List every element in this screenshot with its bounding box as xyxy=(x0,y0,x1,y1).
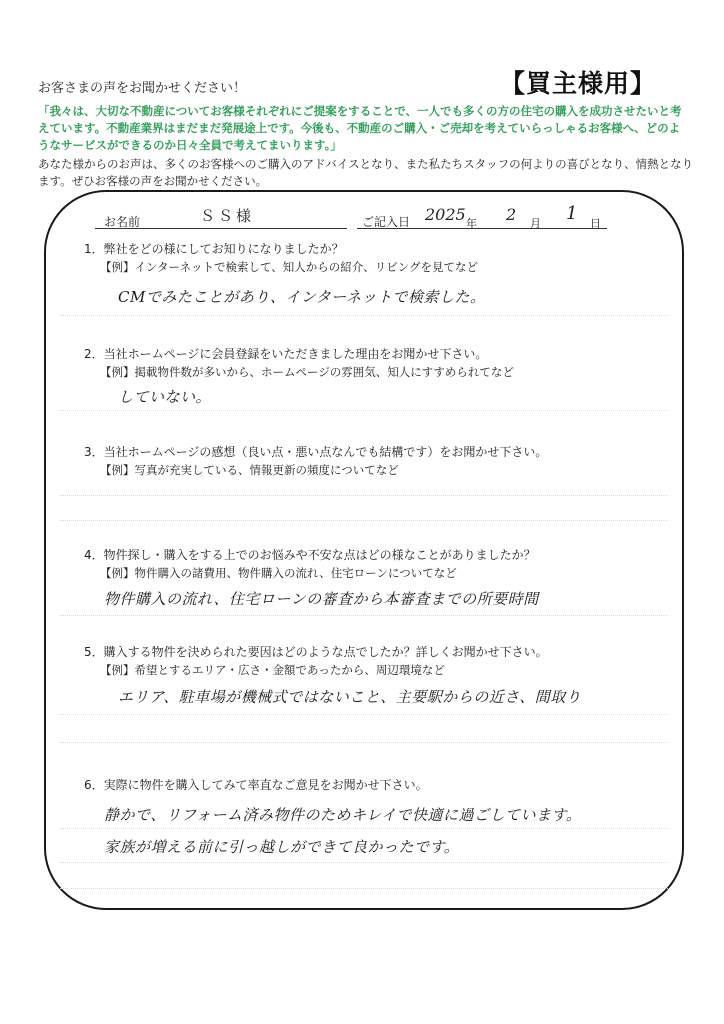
answer-rule xyxy=(60,410,668,411)
name-label: お名前 xyxy=(104,215,141,229)
answer-1-line-1: CMでみたことがあり、インターネットで検索した。 xyxy=(118,288,486,306)
request-message: あなた様からのお声は、多くのお客様へのご購入のアドバイスとなり、また私たちスタッフの何よりの喜びとなり、情熱となります。ぜひお客様の声をお聞かせください。 xyxy=(38,157,694,188)
date-day-value: 1 xyxy=(566,203,578,224)
question-3: 3．当社ホームページの感想（良い点・悪い点なんでも結構です）をお聞かせ下さい。 xyxy=(84,445,548,459)
date-year-value: 2025 xyxy=(425,205,466,224)
answer-rule xyxy=(60,828,668,829)
answer-rule xyxy=(60,714,668,715)
answer-rule xyxy=(60,495,668,496)
answer-5-line-1: エリア、駐車場が機械式ではないこと、主要駅からの近さ、間取り xyxy=(118,688,582,706)
date-month-unit: 月 xyxy=(530,217,541,230)
answer-2-line-1: していない。 xyxy=(118,388,212,406)
question-1: 1．弊社をどの様にしてお知りになりましたか？ xyxy=(84,242,344,256)
answer-4-line-1: 物件購入の流れ、住宅ローンの審査から本審査までの所要時間 xyxy=(104,590,539,608)
example-1: 【例】インターネットで検索して、知人からの紹介、リビングを見てなど xyxy=(100,260,479,274)
question-5: 5．購入する物件を決められた要因はどのような点でしたか？詳しくお聞かせ下さい。 xyxy=(84,645,548,659)
buyer-badge: 【買主様用】 xyxy=(500,69,657,98)
answer-rule xyxy=(60,862,668,863)
question-6: 6．実際に物件を購入してみて率直なご意見をお聞かせ下さい。 xyxy=(84,778,428,792)
date-label: ご記入日 xyxy=(362,215,411,229)
example-3: 【例】写真が充実している、情報更新の頻度についてなど xyxy=(100,463,399,477)
answer-rule xyxy=(60,888,668,889)
answer-rule xyxy=(60,742,668,743)
example-2: 【例】掲載物件数が多いから、ホームページの雰囲気、知人にすすめられてなど xyxy=(100,365,514,379)
name-underline xyxy=(95,228,347,229)
question-2: 2．当社ホームページに会員登録をいただきました理由をお聞かせ下さい。 xyxy=(84,347,488,361)
answer-rule xyxy=(60,520,668,521)
company-message: 「我々は、大切な不動産についてお客様それぞれにご提案をすることで、一人でも多くの方の住宅の購入を成功させたいと考えています。不動産業界はまだまだ発展途上です。今後も、不動産のご購入・ご売却を考えていらっしゃるお客様へ、どのようなサービスができるのか日々全員で考えてまいります。」 xyxy=(38,104,682,152)
example-4: 【例】物件購入の諸費用、物件購入の流れ、住宅ローンについてなど xyxy=(100,566,457,580)
answer-rule xyxy=(60,615,668,616)
answer-rule xyxy=(60,315,668,316)
date-day-unit: 日 xyxy=(590,217,601,230)
date-month-value: 2 xyxy=(506,205,517,224)
page-title: お客さまの声をお聞かせください！ xyxy=(38,81,247,96)
name-value: ＳＳ様 xyxy=(200,207,255,225)
answer-6-line-2: 家族が増える前に引っ越しができて良かったです。 xyxy=(104,838,460,856)
date-underline xyxy=(357,228,607,229)
date-year-unit: 年 xyxy=(466,217,477,230)
example-5: 【例】希望とするエリア・広さ・金額であったから、周辺環境など xyxy=(100,663,445,677)
answer-6-line-1: 静かで、リフォーム済み物件のためキレイで快適に過ごしています。 xyxy=(104,806,582,824)
question-4: 4．物件探し・購入をする上でのお悩みや不安な点はどの様なことがありましたか？ xyxy=(84,548,536,562)
